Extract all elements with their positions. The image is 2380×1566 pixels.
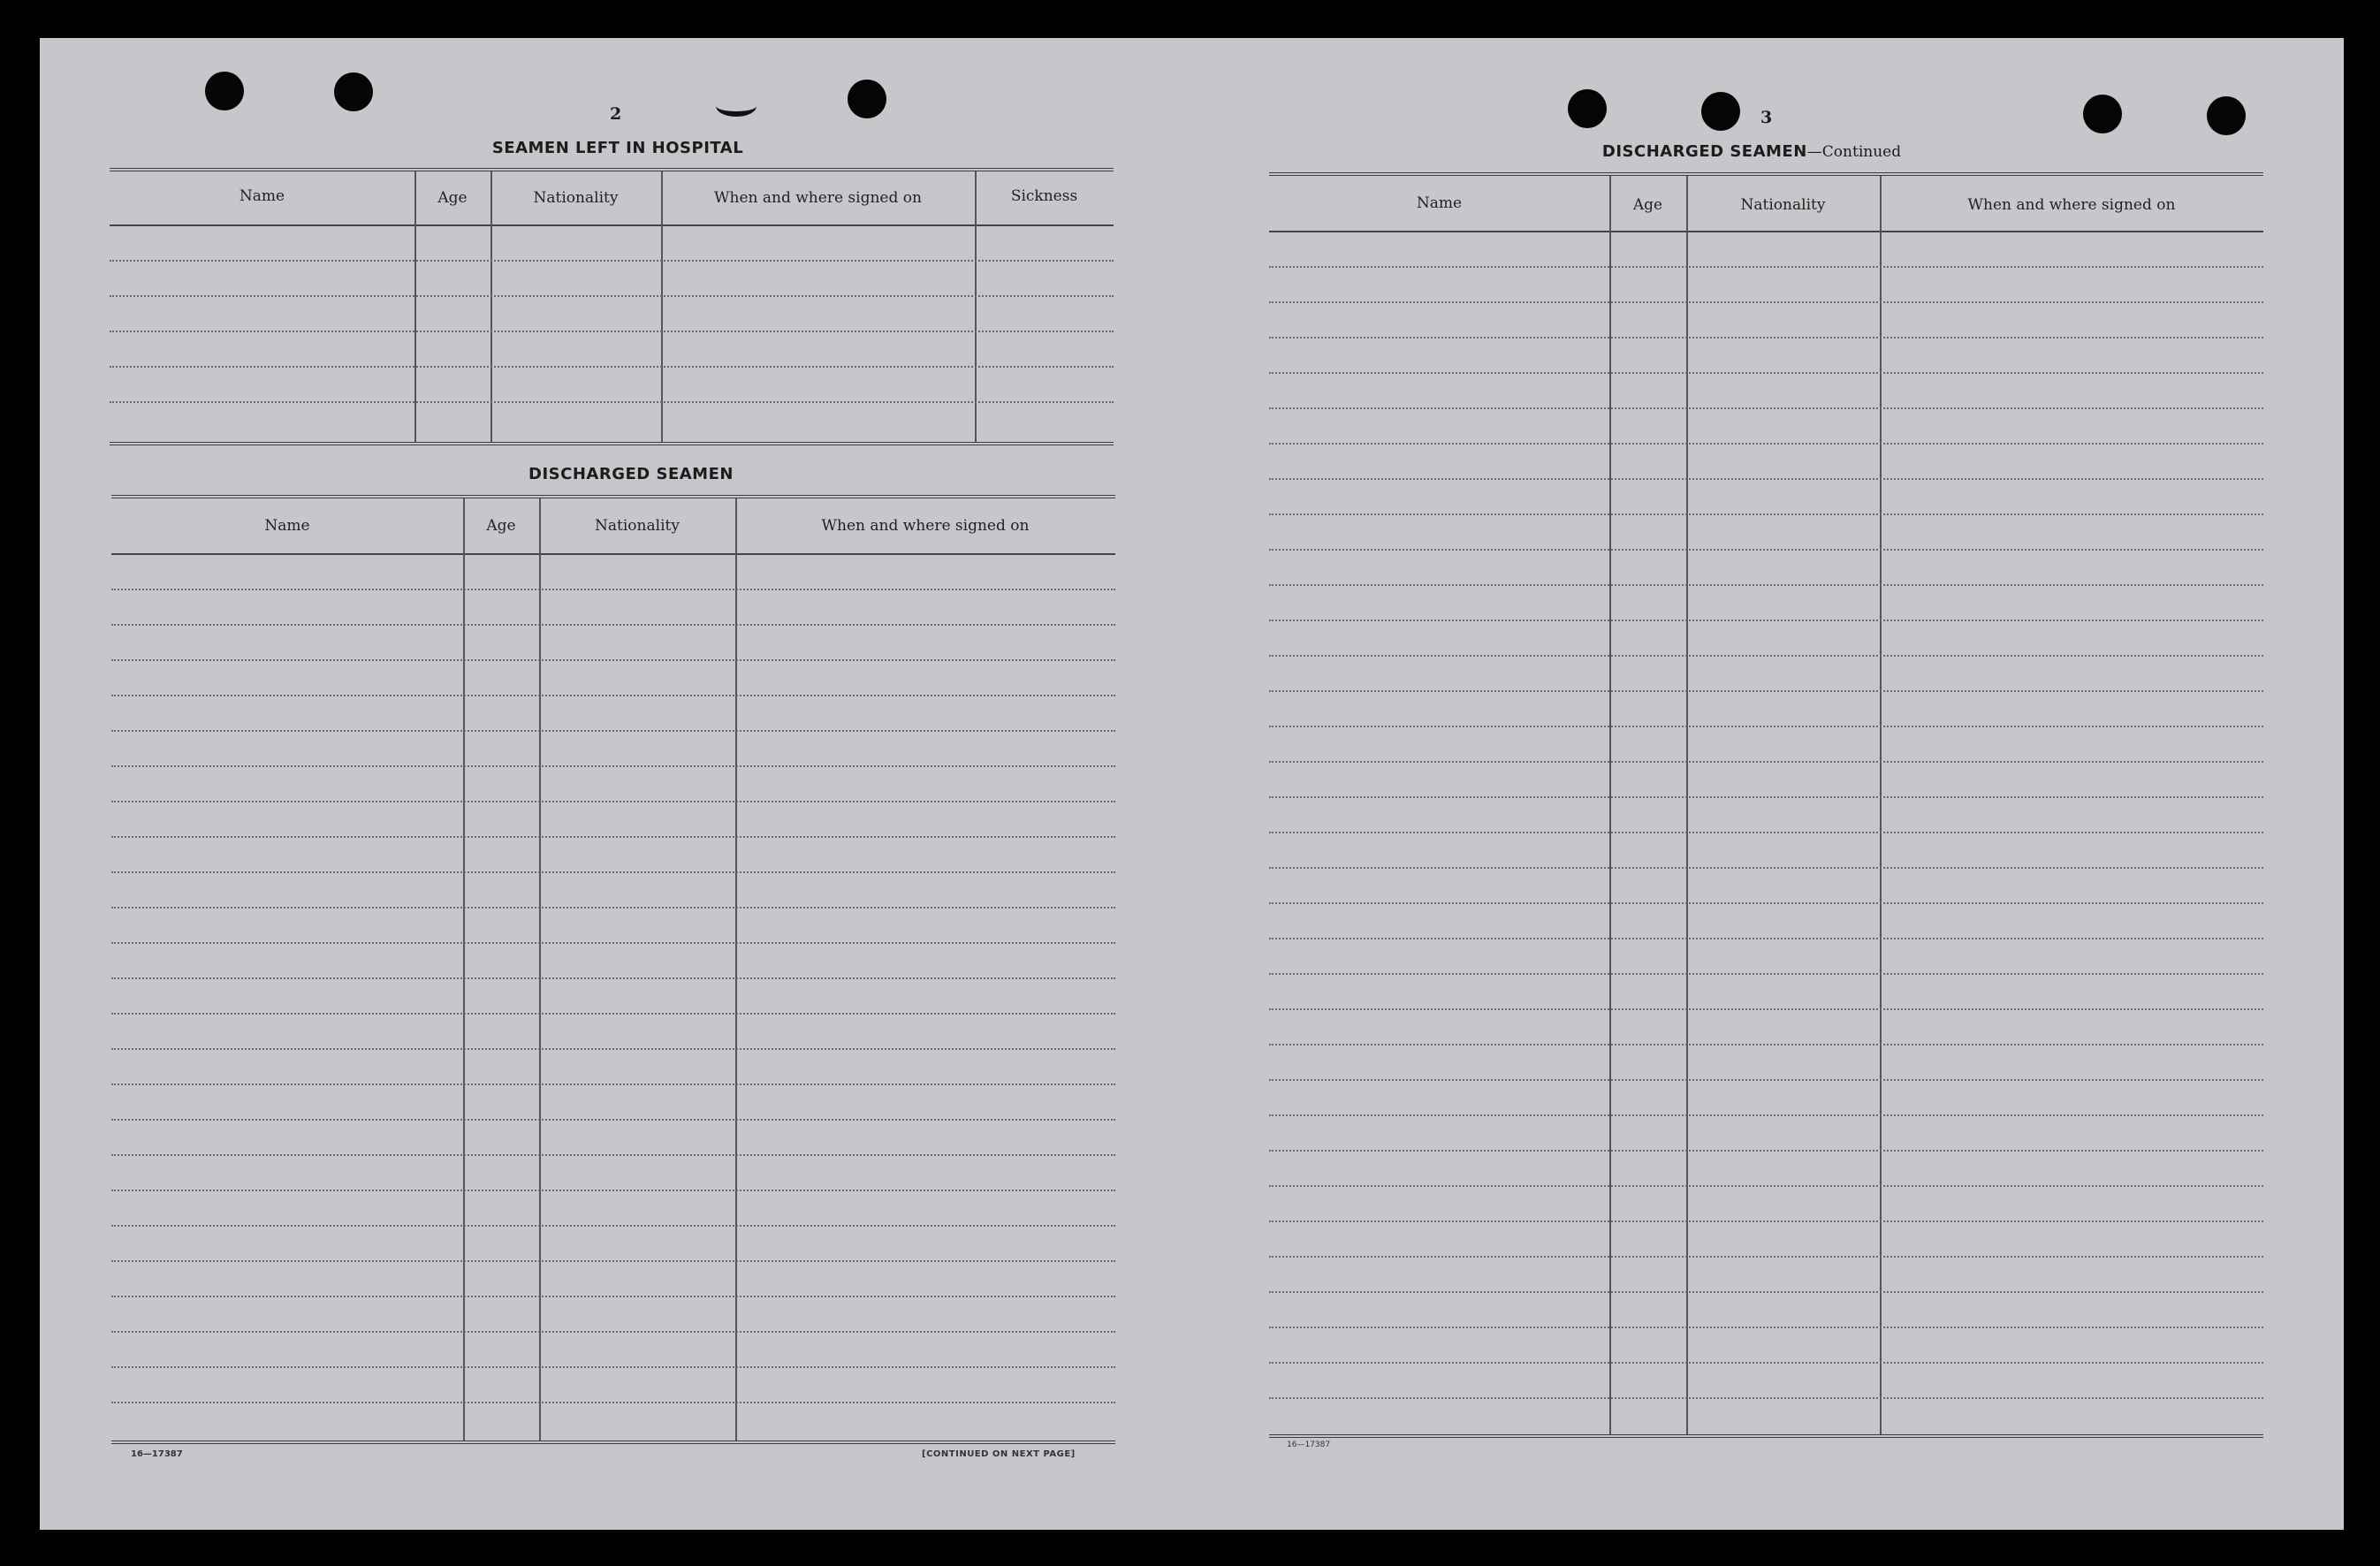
discharged-col-signed-on: When and where signed on — [821, 517, 1030, 535]
discharged-table-row — [111, 1048, 1115, 1050]
hospital-col-name: Name — [239, 187, 285, 205]
discharged-table-row — [111, 1119, 1115, 1121]
hospital-col-sickness: Sickness — [1010, 187, 1078, 205]
discharged-table — [111, 495, 1115, 1444]
column-divider — [1686, 176, 1688, 1434]
continued-col-name: Name — [1416, 194, 1463, 212]
hospital-col-nationality: Nationality — [533, 189, 619, 207]
punch-hole — [1701, 92, 1740, 131]
hospital-col-age: Age — [437, 189, 468, 207]
column-divider — [735, 498, 737, 1441]
discharged-continued-row — [1269, 337, 2263, 338]
discharged-continued-row — [1269, 407, 2263, 409]
discharged-table-row — [111, 1083, 1115, 1085]
column-divider — [1880, 176, 1882, 1434]
discharged-continued-row — [1269, 867, 2263, 869]
discharged-continued-row — [1269, 1256, 2263, 1258]
discharged-table-row — [111, 730, 1115, 732]
discharged-table-row — [111, 1366, 1115, 1368]
discharged-continued-row — [1269, 513, 2263, 515]
discharged-col-nationality: Nationality — [595, 517, 680, 535]
discharged-continued-row — [1269, 266, 2263, 268]
discharged-continued-row — [1269, 1291, 2263, 1293]
discharged-table-row — [111, 765, 1115, 767]
discharged-table-row — [111, 977, 1115, 979]
discharged-continued-row — [1269, 761, 2263, 763]
hospital-table-row — [110, 295, 1114, 297]
discharged-table-row — [111, 1331, 1115, 1333]
punch-hole — [2083, 95, 2122, 133]
discharged-continued-row — [1269, 1362, 2263, 1364]
continued-note: [CONTINUED ON NEXT PAGE] — [922, 1449, 1076, 1459]
hospital-table-row — [110, 366, 1114, 368]
page-number-left: 2 — [610, 104, 622, 124]
hospital-table-row — [110, 401, 1114, 403]
discharged-continued-suffix: —Continued — [1806, 143, 1902, 161]
hospital-table-row — [110, 260, 1114, 262]
discharged-continued-row — [1269, 1185, 2263, 1187]
discharged-continued-row — [1269, 655, 2263, 657]
discharged-table-row — [111, 1154, 1115, 1156]
discharged-table-row — [111, 942, 1115, 944]
discharged-col-name: Name — [264, 517, 310, 535]
discharged-table-row — [111, 589, 1115, 590]
discharged-continued-row — [1269, 1114, 2263, 1116]
hospital-table — [110, 168, 1114, 445]
discharged-table-row — [111, 659, 1115, 661]
discharged-col-age: Age — [486, 517, 516, 535]
discharged-continued-row — [1269, 1150, 2263, 1152]
column-divider — [1609, 176, 1611, 1434]
discharged-table-row — [111, 624, 1115, 626]
discharged-table-row — [111, 1013, 1115, 1015]
discharged-continued-row — [1269, 1220, 2263, 1222]
discharged-table-header — [111, 498, 1115, 555]
form-number-left: 16—17387 — [131, 1449, 183, 1459]
discharged-continued-title — [1269, 142, 2234, 161]
discharged-continued-row — [1269, 1008, 2263, 1010]
punch-hole — [334, 72, 373, 111]
continued-col-nationality: Nationality — [1740, 196, 1826, 214]
discharged-continued-row — [1269, 902, 2263, 904]
punch-hole — [1568, 89, 1607, 128]
discharged-continued-row — [1269, 726, 2263, 727]
discharged-continued-row — [1269, 690, 2263, 692]
discharged-table-row — [111, 836, 1115, 838]
discharged-table-row — [111, 871, 1115, 873]
discharged-continued-row — [1269, 372, 2263, 374]
page-fold — [1200, 38, 1204, 1530]
discharged-table-row — [111, 1296, 1115, 1297]
discharged-continued-row — [1269, 1079, 2263, 1081]
discharged-table-row — [111, 907, 1115, 908]
discharged-continued-row — [1269, 1397, 2263, 1399]
discharged-table-row — [111, 1260, 1115, 1262]
column-divider — [539, 498, 541, 1441]
discharged-section-title: DISCHARGED SEAMEN — [528, 465, 734, 483]
discharged-table-row — [111, 1225, 1115, 1227]
discharged-table-row — [111, 801, 1115, 802]
discharged-continued-row — [1269, 478, 2263, 480]
discharged-continued-row — [1269, 584, 2263, 586]
form-number-right: 16—17387 — [1287, 1441, 1331, 1449]
discharged-continued-row — [1269, 973, 2263, 975]
hospital-table-header — [110, 171, 1114, 226]
continued-col-age: Age — [1632, 196, 1663, 214]
binding-notch — [716, 95, 757, 117]
punch-hole — [848, 80, 886, 118]
discharged-continued-row — [1269, 938, 2263, 939]
discharged-continued-row — [1269, 549, 2263, 551]
hospital-col-signed-on: When and where signed on — [714, 189, 922, 207]
discharged-continued-row — [1269, 832, 2263, 833]
discharged-continued-row — [1269, 1044, 2263, 1045]
discharged-continued-row — [1269, 301, 2263, 303]
discharged-continued-header — [1269, 176, 2263, 232]
punch-hole — [2207, 96, 2246, 135]
column-divider — [463, 498, 465, 1441]
discharged-continued-row — [1269, 620, 2263, 621]
discharged-continued-row — [1269, 1327, 2263, 1328]
hospital-table-row — [110, 331, 1114, 332]
discharged-continued-title-main: DISCHARGED SEAMEN — [1601, 142, 1807, 161]
discharged-continued-table — [1269, 172, 2263, 1438]
page-number-right: 3 — [1760, 108, 1773, 127]
discharged-table-row — [111, 1190, 1115, 1191]
discharged-table-row — [111, 695, 1115, 696]
punch-hole — [205, 72, 244, 110]
discharged-continued-row — [1269, 796, 2263, 798]
discharged-continued-row — [1269, 443, 2263, 445]
discharged-table-row — [111, 1402, 1115, 1403]
hospital-section-title: SEAMEN LEFT IN HOSPITAL — [491, 139, 744, 157]
continued-col-signed-on: When and where signed on — [1967, 196, 2176, 214]
